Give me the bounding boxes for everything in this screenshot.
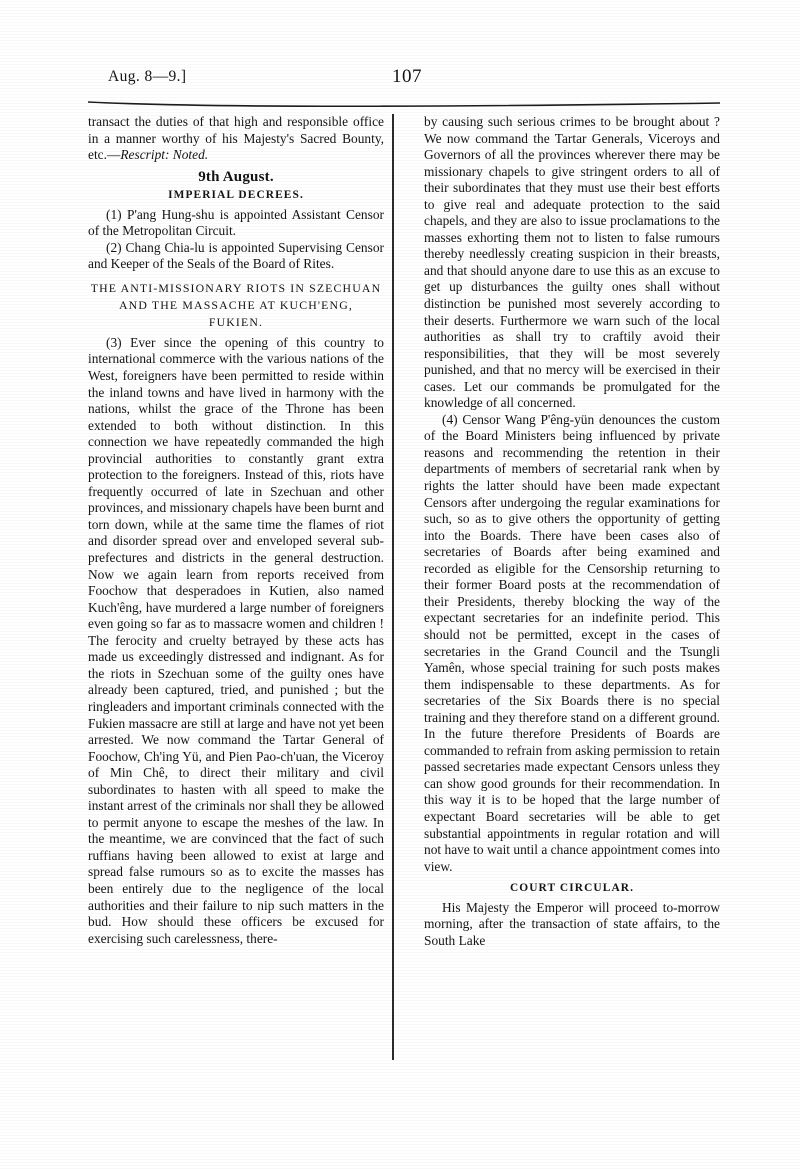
section-heading-imperial-decrees: IMPERIAL DECREES. [168,189,304,202]
article-title-line-3: FUKIEN. [208,314,264,329]
body-columns [88,114,720,1074]
running-head [96,68,718,94]
decree-1-paragraph: (1) P'ang Hung-shu is appointed Assistant Censor of the Metropolitan Circuit. [88,206,384,239]
folio-date-text: Aug. 8—9.] [108,68,187,85]
section-heading-court-circular: COURT CIRCULAR. [509,882,635,895]
article-title [88,280,384,331]
right-column [424,114,720,949]
decree-3-continuation-paragraph: by causing such serious crimes to be brought about ? We now command the Tartar Generals, Viceroys and Governors of all the provinces wherever there may be missionary chapels to give stringent orders to all of their subordinates that they must use their best efforts to give real and adequate protection to the said chapels, and they are also to issue proclamations to the masses exhorting them not to listen to false rumours thereby needlessly creating suspicion in their breasts, and that should anyone dare to use this as an excuse to get up disturbances the guilty ones shall without distinction be punished most severely according to their deserts. Furthermore we warn such of the local authorities as shall try to craftily avoid their responsibilities, that they will be most severely punished, and that no mercy will be exercised in their cases. Let our commands be promulgated for the knowledge of all concerned. [424,114,720,411]
column-divider-rule [392,114,394,1060]
carryover-text: transact the duties of that high and responsible office in a manner worthy of his Majesty's Sacred Bounty, etc.— [88,114,384,163]
carryover-rescript-italic: Rescript: Noted. [120,147,209,163]
decree-3-paragraph: (3) Ever since the opening of this country to international commerce with the various nations of the West, foreigners have been permitted to reside within the inland towns and have lived in harmony with the nations, whilst the grace of the Throne has been extended to both without distinction. In this connection we have repeatedly commanded the high provincial authorities to constantly grant extra protection to the foreigners. Instead of this, riots have frequently occurred of late in Szechuan and other provinces, and missionary chapels have been burnt and torn down, while at the same time the flames of riot and disorder spread over and enveloped several sub-prefectures and districts in the general destruction. Now we again learn from reports received from Foochow that desperadoes in Kutien, also named Kuch'êng, have murdered a large number of foreigners even going so far as to massacre women and children ! The ferocity and cruelty betrayed by these acts has made us exceedingly distressed and indignant. As for the riots in Szechuan some of the guilty ones have already been captured, tried, and punished ; but the ringleaders and important criminals connected with the Fukien massacre are still at large and have not yet been arrested. We now command the Tartar General of Foochow, Ch'ing Yü, and Pien Pao-ch'uan, the Viceroy of Min Chê, to direct their military and civil subordinates to hasten with all speed to make the instant arrest of the criminals nor shall they be allowed to permit anyone to escape the meshes of the law. In the meantime, we are convinced that the fact of such ruffians having been allowed to exist at large and spread false rumours so as to excite the masses has been entirely due to the negligence of the local authorities and their failure to nip such matters in the bud. How should these officers be excused for exercising such carelessness, there- [88,334,384,946]
article-title-line-1: THE ANTI-MISSIONARY RIOTS IN SZECHUAN [90,280,382,295]
header-rule [88,100,720,110]
court-circular-paragraph: His Majesty the Emperor will proceed to-morrow morning, after the transaction of state affairs, to the South Lake [424,899,720,948]
decree-2-paragraph: (2) Chang Chia-lu is appointed Supervising Censor and Keeper of the Seals of the Board of Rites. [88,239,384,272]
date-heading: 9th August. [198,168,274,185]
left-column [88,114,384,947]
decree-4-paragraph: (4) Censor Wang P'êng-yün denounces the custom of the Board Ministers being influenced by private reasons and recommending the retention in their departments of members of secretarial rank when by rights the latter should have been made expectant Censors after undergoing the regular examinations for such, so as to give others the opportunity of getting into the Boards. There have been cases also of secretaries of Boards after being examined and recorded as eligible for the Censorship returning to their former Board posts at the recommendation of their Presidents, thereby blocking the way of the expectant secretaries for an indefinite period. This should not be permitted, except in the cases of secretaries in the Grand Council and the Tsungli Yamên, whose special training for such posts makes them indispensable to these departments. As for secretaries of the Six Boards there is no special training and they therefore stand on a different ground. In the future therefore Presidents of Boards are commanded to refrain from asking permission to retain passed secretaries made expectant Censors unless they can show good grounds for their recommendation. In this way it is to be hoped that the large number of expectant Board secretaries will be able to get substantial appointments in regular rotation and will not have to wait until a chance appointment comes into view. [424,411,720,874]
carryover-paragraph [88,114,384,164]
folio-number: 107 [392,66,422,87]
spacer [424,875,720,879]
article-title-line-2: AND THE MASSACHE AT KUCH'ENG, [119,297,353,312]
